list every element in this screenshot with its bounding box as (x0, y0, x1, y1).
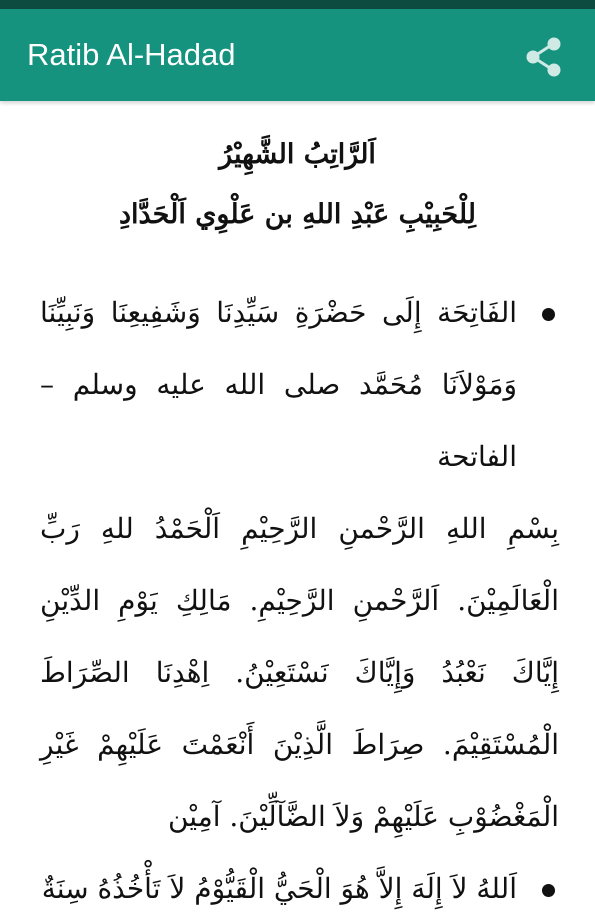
list-item (40, 853, 559, 919)
content-area[interactable] (0, 101, 595, 919)
share-button[interactable] (520, 33, 568, 81)
list-item (40, 493, 559, 853)
fatiha-dedication: الفَاتِحَة إِلَى حَضْرَةِ سَيِّدِنَا وَشَفِيعِنَا وَنَبِيِّنَا وَمَوْلاَنَا مُحَمَّد صلى الله عليه وسلم – الفاتحة (40, 296, 517, 473)
heading-subtitle: لِلْحَبِيْبِ عَبْدِ اللهِ بن عَلْوِي اَلْحَدَّادِ (118, 199, 477, 230)
app-title: Ratib Al-Hadad (27, 37, 236, 72)
ratib-heading (20, 125, 575, 245)
ratib-text (40, 277, 559, 919)
bullet-icon (542, 308, 555, 321)
ayat-kursi: اَللهُ لاَ إِلَهَ إِلاَّ هُوَ الْحَيُّ الْقَيُّوْمُ لاَ تَأْخُذُهُ سِنَةٌ (41, 872, 517, 905)
share-icon (520, 33, 568, 81)
status-bar (0, 0, 595, 9)
app-bar (0, 9, 595, 101)
list-item (40, 277, 559, 493)
surah-fatiha: بِسْمِ اللهِ الرَّحْمنِ الرَّحِيْمِ اَلْحَمْدُ للهِ رَبِّ الْعَالَمِيْنَ. اَلرَّحْمنِ الرَّحِيْمِ. مَالِكِ يَوْمِ الدِّيْنِ إِيَّاكَ نَعْبُدُ وَإِيَّاكَ نَسْتَعِيْنُ. اِهْدِنَا الصِّرَاطَ الْمُسْتَقِيْمَ. صِرَاطَ الَّذِيْنَ أَنْعَمْتَ عَلَيْهِمْ غَيْرِ الْمَغْضُوْبِ عَلَيْهِمْ وَلاَ الضَّآلِّيْنَ. آمِيْن (40, 512, 559, 833)
bullet-icon (542, 884, 555, 897)
heading-title: اَلرَّاتِبُ الشَّهِيْرُ (219, 139, 376, 170)
